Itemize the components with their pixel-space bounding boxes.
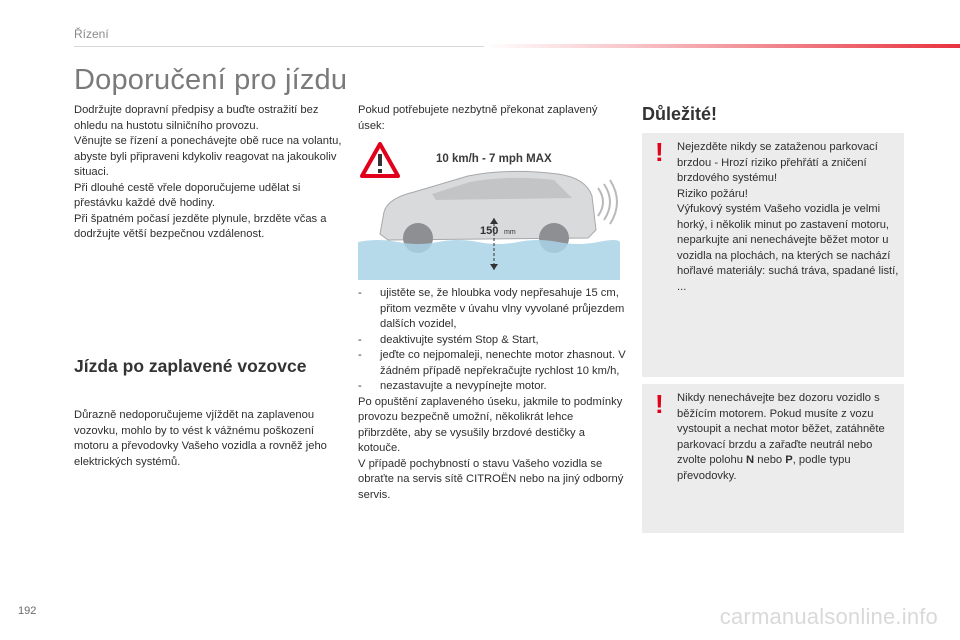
- important-title: Důležité!: [642, 104, 718, 124]
- bullet-dash: -: [358, 333, 362, 346]
- list-item: [358, 286, 626, 333]
- warning-text-part: nebo: [754, 454, 786, 466]
- intro-paragraph: Dodržujte dopravní předpisy a buďte ostražití bez ohledu na hustotu silničního provozu.: [74, 104, 319, 132]
- list-item: [358, 348, 626, 379]
- warning-box-brake: [642, 133, 904, 377]
- gear-position-p: P: [785, 454, 793, 466]
- intro-paragraph: Věnujte se řízení a ponechávejte obě ruce na volantu, abyste byli připraveni kdykoliv reagovat na jakoukoliv situaci.: [74, 135, 342, 178]
- watermark: carmanualsonline.info: [719, 604, 938, 629]
- list-item: [358, 379, 626, 395]
- intro-paragraph: Při špatném počasí jezděte plynule, brzděte včas a dodržujte větší bezpečnou vzdálenost.: [74, 212, 327, 240]
- intro-paragraph: Při dlouhé cestě vřele doporučujeme udělat si přestávku každé dvě hodiny.: [74, 181, 301, 209]
- page-title: Doporučení pro jízdu: [74, 64, 348, 96]
- bullet-text: jeďte co nejpomaleji, nenechte motor zhasnout. V žádném případě nepřekračujte rychlost 10 km/h,: [380, 349, 626, 377]
- depth-value: 150: [480, 225, 499, 237]
- bullet-text: ujistěte se, že hloubka vody nepřesahuje 15 cm, přitom vezměte v úvahu vlny vyvolané průjezdem dalších vozidel,: [380, 287, 625, 330]
- bullet-dash: -: [358, 380, 362, 392]
- car-in-water-illustration: [358, 142, 620, 280]
- intro-text: [74, 103, 346, 243]
- depth-unit: mm: [504, 229, 516, 236]
- gear-position-n: N: [746, 454, 755, 466]
- exclamation-icon: !: [655, 137, 664, 167]
- warning-box-engine: [642, 384, 904, 533]
- flood-illustration: [358, 142, 620, 280]
- section-label: Řízení: [74, 27, 109, 41]
- bullet-text: nezastavujte a nevypínejte motor.: [380, 380, 547, 392]
- warning-text: Nejezděte nikdy se zataženou parkovací brzdou - Hrozí riziko přehřátí a zničení brzdového systému! Riziko požáru! Výfukový systém Vašeho vozidla je velmi horký, i několik minut po zastavení motoru, neparkujte ani nenechávejte běžet motor u vozidla na plochách, na kterých se nachází hořlavé materiály: suchá tráva, spadané listí, ...: [677, 141, 899, 293]
- bullet-dash: -: [358, 349, 362, 361]
- after-flood-text: Po opuštění zaplaveného úseku, jakmile to podmínky provozu bezpečně umožní, několikrát lehce přibrzděte, aby se vysušily brzdové destičky a kotouče. V případě pochybností o stavu Vašeho vozidla se obraťte na servis sítě CITROËN nebo na jiný odborný servis.: [358, 395, 624, 501]
- warning-text-part: , podle typu převodovky.: [677, 454, 851, 482]
- flood-text: Důrazně nedoporučujeme vjíždět na zaplavenou vozovku, mohlo by to vést k vážnému poškození motoru a převodovky Vašeho vozidla a rovněž jeho elektrických systémů.: [74, 409, 327, 468]
- exclamation-icon: !: [655, 389, 664, 419]
- warning-text: [677, 391, 899, 484]
- speed-limit-label: 10 km/h - 7 mph MAX: [436, 153, 552, 165]
- warning-text-part: Nikdy nenechávejte bez dozoru vozidlo s běžícím motorem. Pokud musíte z vozu vystoupit a nechat motor běžet, zatáhněte parkovací brzdu a zařaďte neutrál nebo zvolte polohu: [677, 392, 885, 466]
- header-rule: [74, 46, 484, 47]
- motion-lines: [598, 180, 617, 224]
- flood-heading: Jízda po zaplavené vozovce: [74, 356, 307, 376]
- bullet-dash: -: [358, 287, 362, 299]
- water-surface: [358, 240, 620, 280]
- list-item: [358, 333, 626, 349]
- page-number: 192: [18, 605, 37, 617]
- flood-intro: Pokud potřebujete nezbytně překonat zaplavený úsek:: [358, 104, 598, 132]
- bullet-text: deaktivujte systém Stop & Start,: [380, 333, 539, 346]
- flood-instructions: [358, 286, 626, 503]
- warning-triangle-icon: [362, 144, 398, 176]
- header-accent-bar: [484, 44, 960, 48]
